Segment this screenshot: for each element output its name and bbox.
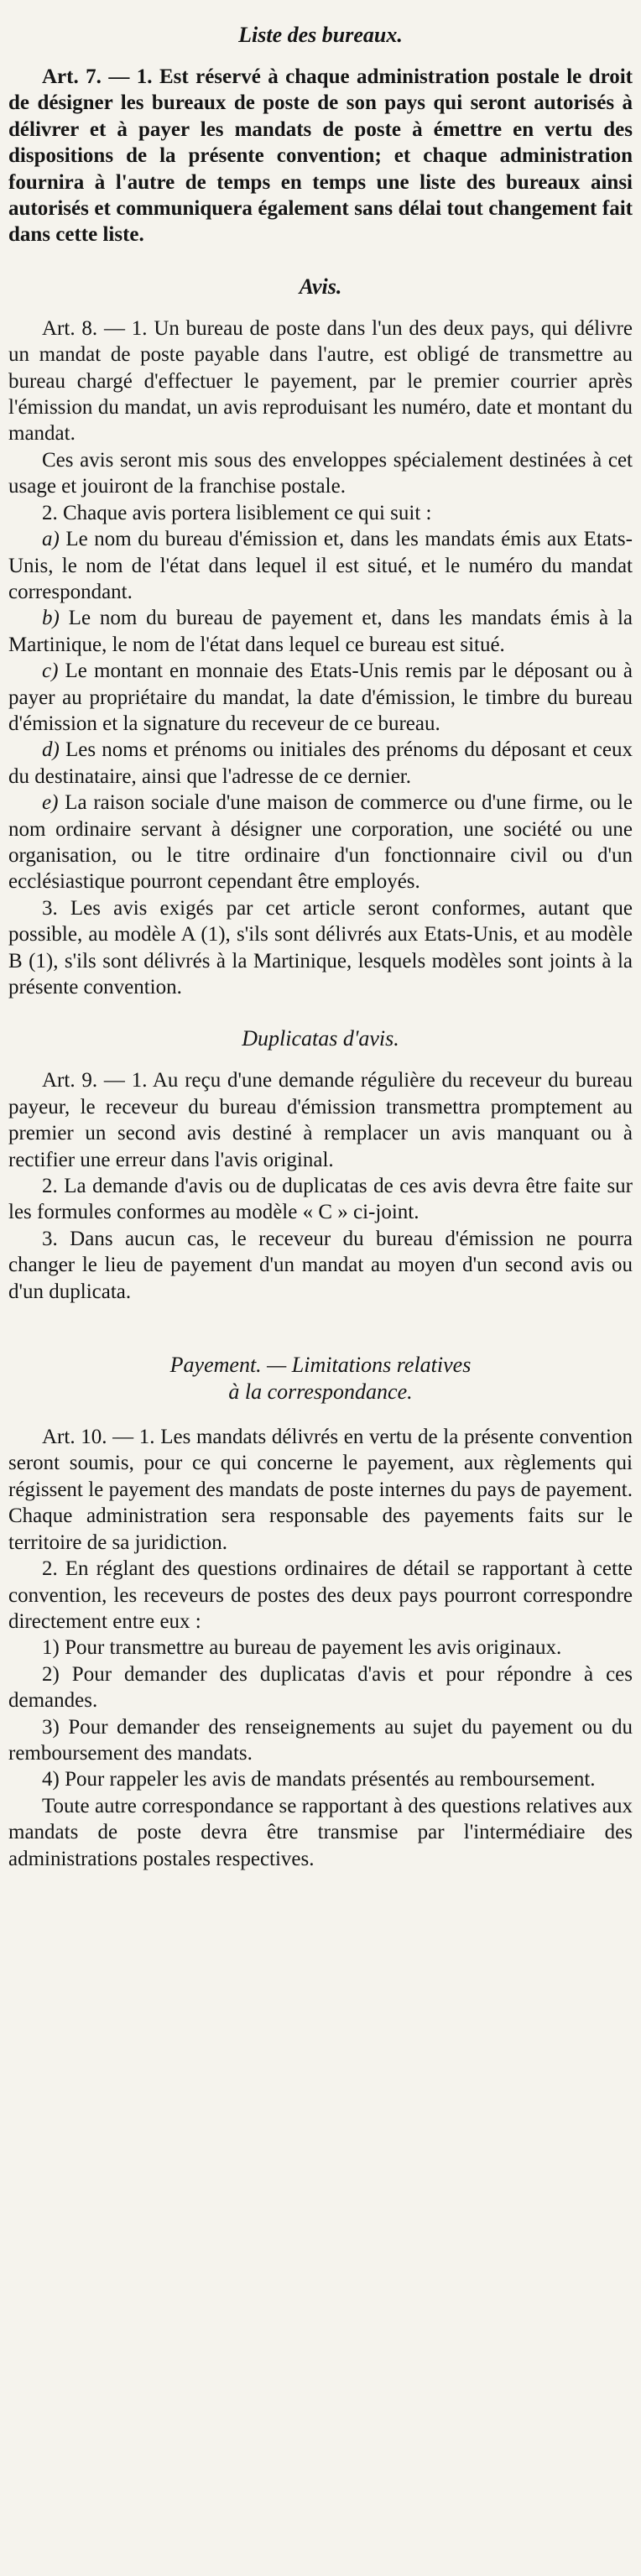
article-10: Art. 10. — 1. Les mandats délivrés en vertu de la présente convention seront soumis, pour ce qui concerne le payement, aux règlements qui régissent le payement des mandats de poste internes du pays de payement. Chaque administration sera responsable des payements faits sur le territoire de sa juridiction. [8, 1426, 633, 1554]
section-title-payement [8, 1352, 633, 1405]
item-letter: b) [42, 607, 60, 630]
item-letter: c) [42, 660, 59, 683]
item-letter: e) [42, 791, 59, 815]
article-9-para-3: 3. Dans aucun cas, le receveur du bureau d'émission ne pourra changer le lieu de payement d'un mandat au moyen d'un second avis ou d'un duplicata. [8, 1227, 633, 1303]
article-10-last-para: Toute autre correspondance se rapportant à des questions relatives aux mandats de poste devra être transmise par l'intermédiaire des administrations postales respectives. [8, 1794, 633, 1870]
section-title-payement-line-1: Payement. — Limitations relatives [169, 1353, 472, 1378]
article-7: Art. 7. — 1. Est réservé à chaque administration postale le droit de désigner les bureaux de poste de son pays qui seront autorisés à délivrer et à payer les mandats de poste à émettre en vertu des dispositions de la présente convention; et chaque administration fournira à l'autre de temps en temps une liste des bureaux ainsi autorisés et communiquera également sans délai tout changement fait dans cette liste. [8, 65, 633, 247]
article-8-item-e [8, 790, 633, 895]
article-8-item-d [8, 737, 633, 790]
item-text: Le nom du bureau d'émission et, dans les mandats émis aux Etats-Unis, le nom de l'état dans lequel il est situé, et le numéro du mandat correspondant. [8, 528, 633, 603]
article-8-item-c [8, 658, 633, 737]
article-10-item-1: 1) Pour transmettre au bureau de payement les avis originaux. [42, 1636, 562, 1660]
item-text: La raison sociale d'une maison de commerce ou d'une firme, ou le nom ordinaire servant à désigner une corporation, une société ou une organisation, ou le titre ordinaire d'un fonctionnaire civil ou d'un ecclésiastique pourront cependant être employés. [8, 791, 633, 894]
article-8-envelopes: Ces avis seront mis sous des enveloppes spécialement destinées à cet usage et jouiront de la franchise postale. [8, 448, 633, 498]
article-8-item-b [8, 605, 633, 658]
article-10-item-3: 3) Pour demander des renseignements au sujet du payement ou du remboursement des mandats. [8, 1715, 633, 1765]
item-letter: a) [42, 528, 60, 551]
article-10-item-4: 4) Pour rappeler les avis de mandats présentés au remboursement. [42, 1768, 596, 1791]
article-10-para-2: 2. En réglant des questions ordinaires de détail se rapportant à cette convention, les receveurs de postes des deux pays pourront correspondre directement entre eux : [8, 1557, 633, 1633]
article-9: Art. 9. — 1. Au reçu d'une demande régulière du receveur du bureau payeur, le receveur du bureau d'émission transmettra promptement au premier un second avis destiné à remplacer un avis manquant ou à rectifier une erreur dans l'avis original. [8, 1069, 633, 1171]
article-8-item-a [8, 526, 633, 605]
item-text: Les noms et prénoms ou initiales des prénoms du déposant et ceux du destinataire, ainsi que l'adresse de ce dernier. [8, 738, 633, 788]
item-text: Le nom du bureau de payement et, dans les mandats émis à la Martinique, le nom de l'état dans lequel ce bureau est situé. [8, 607, 633, 656]
section-title-liste: Liste des bureaux. [238, 23, 403, 47]
item-letter: d) [42, 738, 60, 762]
section-title-duplicatas: Duplicatas d'avis. [242, 1026, 399, 1051]
article-8-para-2: 2. Chaque avis portera lisiblement ce qui suit : [42, 501, 432, 524]
article-10-item-2: 2) Pour demander des duplicatas d'avis et pour répondre à ces demandes. [8, 1662, 633, 1713]
section-title-avis: Avis. [299, 274, 342, 299]
item-text: Le montant en monnaie des Etats-Unis remis par le déposant ou à payer au propriétaire du mandat, la date d'émission, le timbre du bureau d'émission et la signature du receveur de ce bureau. [8, 660, 633, 735]
article-9-para-2: 2. La demande d'avis ou de duplicatas de ces avis devra être faite sur les formules conformes au modèle « C » ci-joint. [8, 1175, 633, 1224]
article-8: Art. 8. — 1. Un bureau de poste dans l'un des deux pays, qui délivre un mandat de poste payable dans l'autre, est obligé de transmettre au bureau chargé d'effectuer le payement, par le premier courrier après l'émission du mandat, un avis reproduisant les numéro, date et montant du mandat. [8, 316, 633, 446]
section-title-payement-line-2: à la correspondance. [228, 1379, 413, 1405]
article-8-para-3: 3. Les avis exigés par cet article seront conformes, autant que possible, au modèle A (1), s'ils sont délivrés aux Etats-Unis, et au modèle B (1), s'ils sont délivrés à la Martinique, lesquels modèles sont joints à la présente convention. [8, 896, 633, 999]
